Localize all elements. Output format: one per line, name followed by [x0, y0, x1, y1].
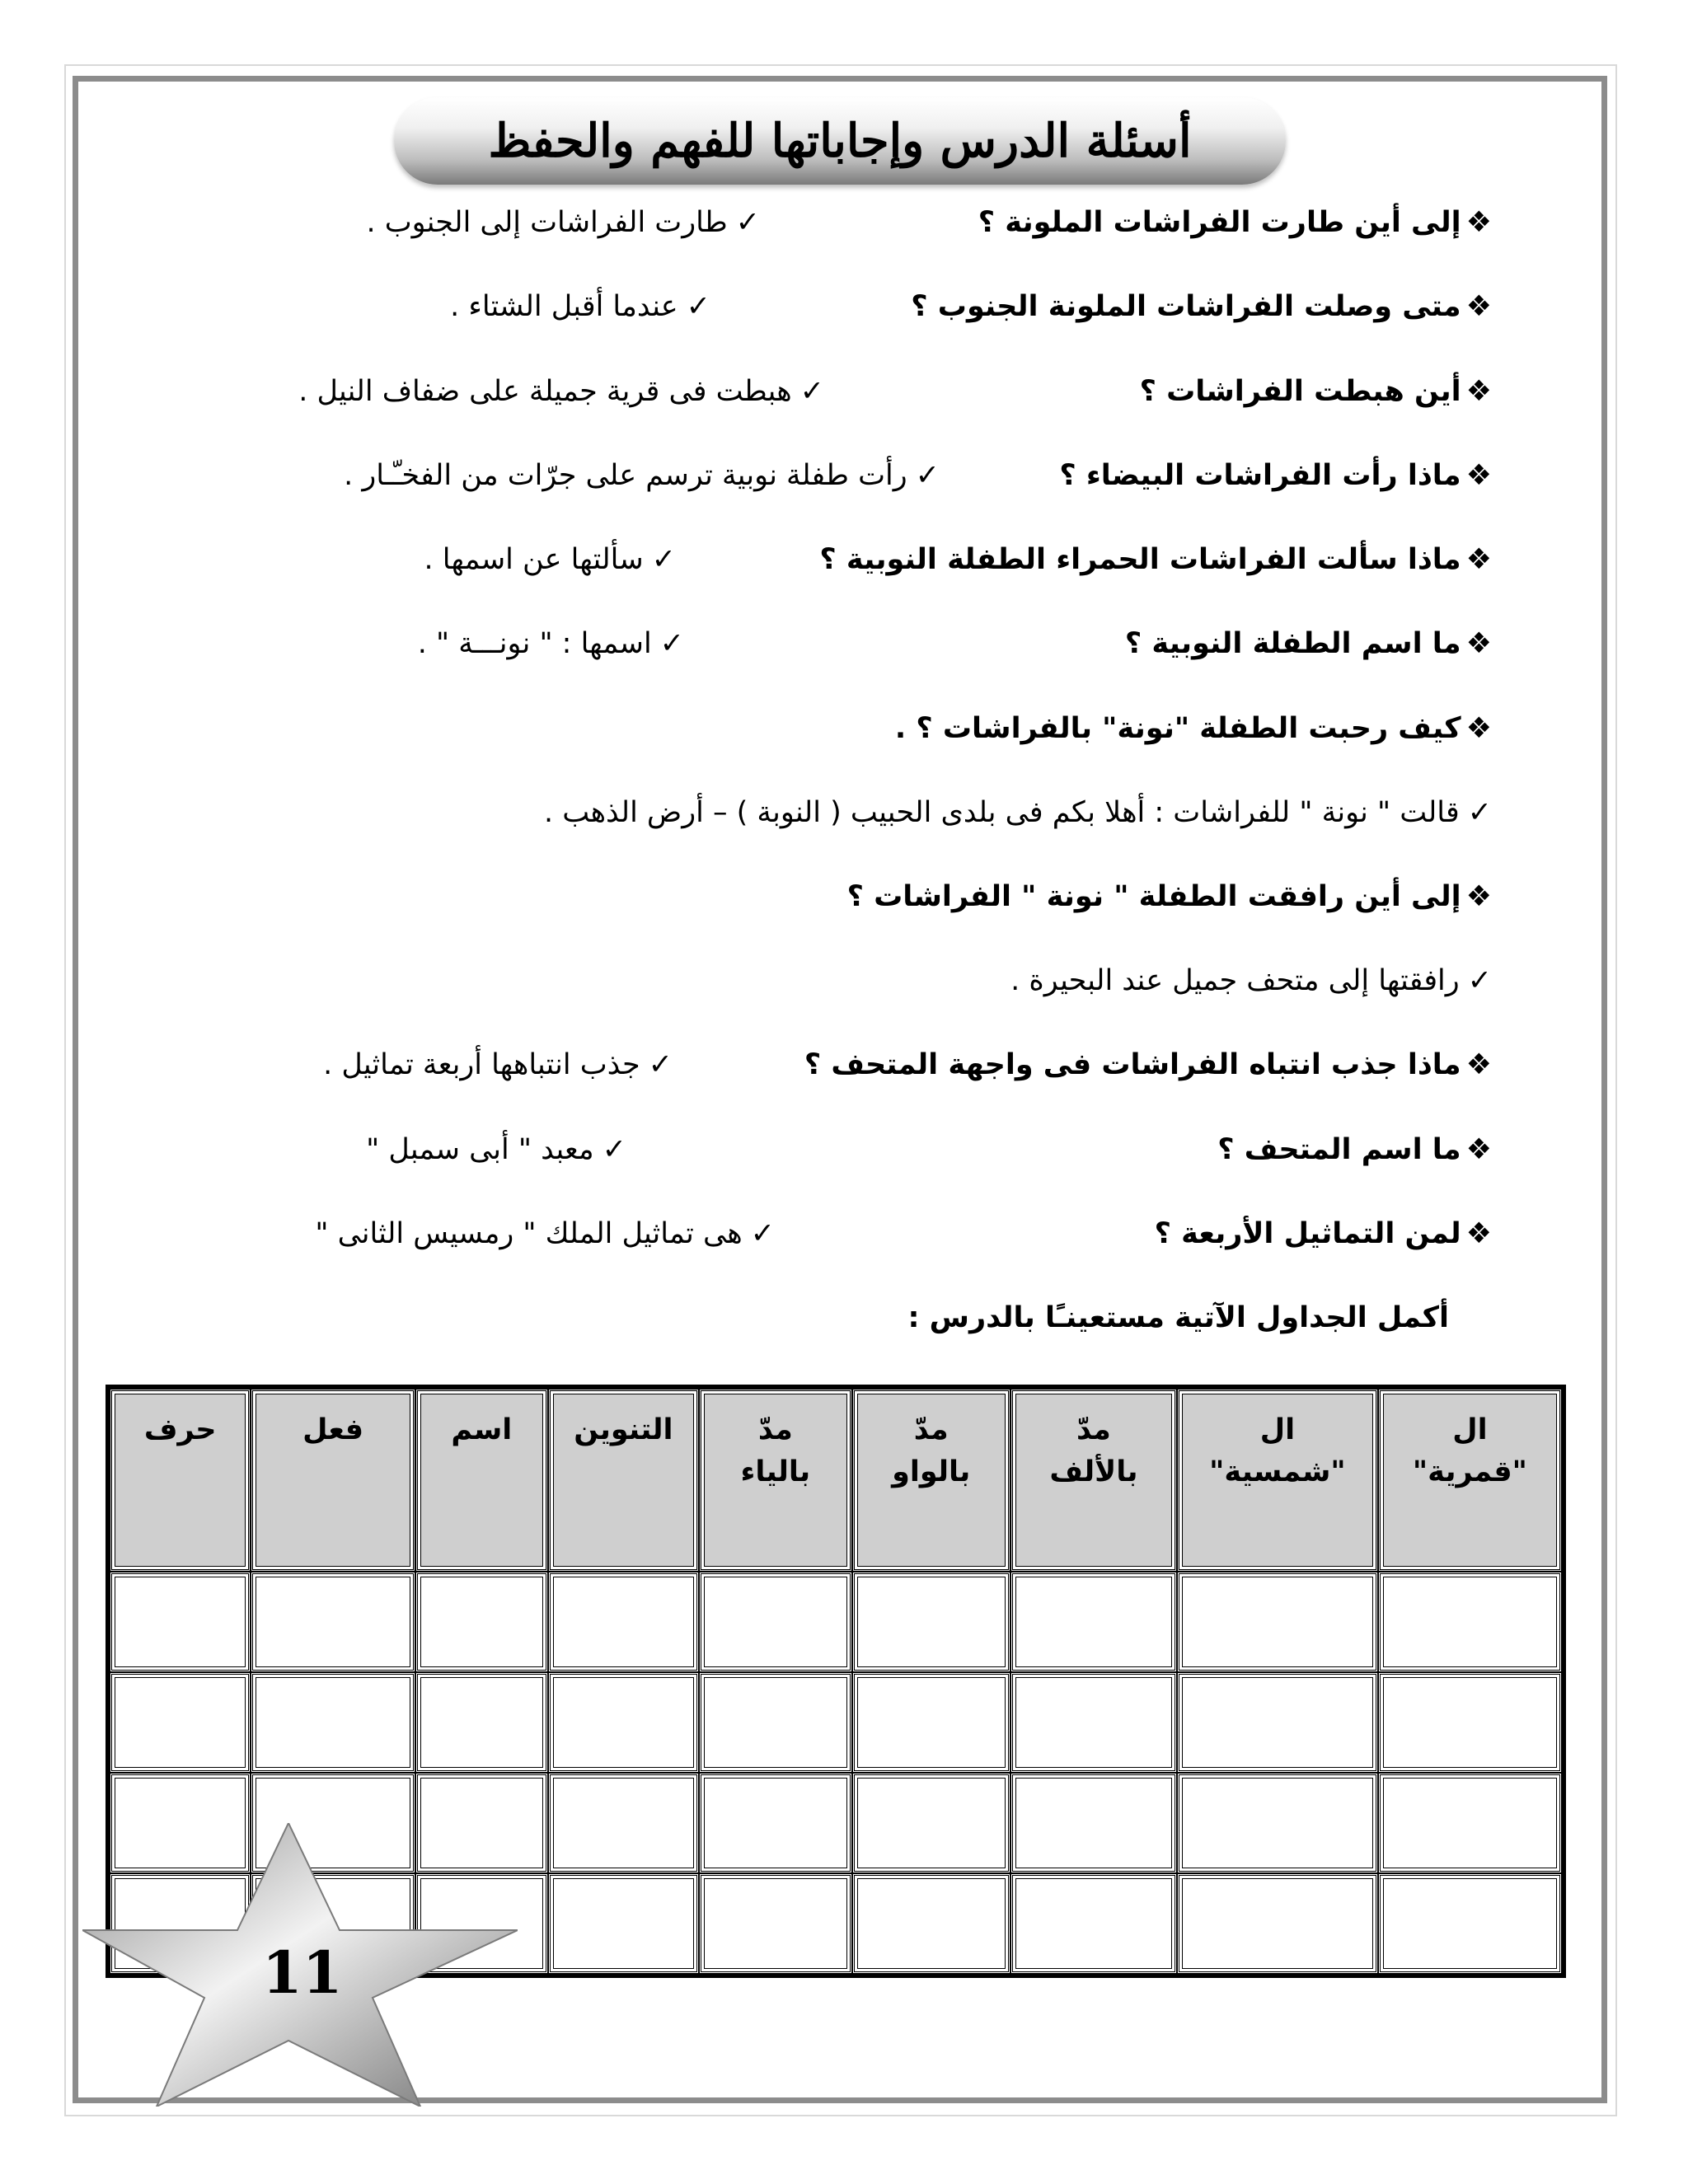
instruction: أكمل الجداول الآتية مستعينـًا بالدرس : [907, 1301, 1449, 1334]
bullet-icon: ❖ [1465, 627, 1492, 660]
question-6: ❖ما اسم الطفلة النوبية ؟ [1124, 627, 1492, 660]
question-8: ❖إلى أين رافقت الطفلة " نونة " الفراشات ؟ [846, 880, 1492, 913]
bullet-icon: ❖ [1465, 375, 1492, 408]
header-cell: مدّ بالألف [1010, 1389, 1177, 1572]
bullet-icon: ❖ [1465, 1133, 1492, 1166]
question-11: ❖لمن التماثيل الأربعة ؟ [1154, 1217, 1492, 1250]
answer-3: ✓هبطت فى قرية جميلة على ضفاف النيل . [298, 375, 824, 408]
check-icon: ✓ [659, 627, 684, 660]
header-cell: حرف [110, 1389, 251, 1572]
answer-cell[interactable] [251, 1572, 415, 1672]
question-10: ❖ما اسم المتحف ؟ [1217, 1133, 1492, 1166]
header-cell: فعل [251, 1389, 415, 1572]
answer-9: ✓جذب انتباهها أربعة تماثيل . [323, 1048, 673, 1081]
check-icon: ✓ [651, 543, 676, 576]
answer-6: ✓اسمها : " نونـــة " . [417, 627, 684, 660]
question-9: ❖ماذا جذب انتباه الفراشات فى واجهة المتحف ؟ [804, 1048, 1492, 1081]
answer-cell[interactable] [1010, 1773, 1177, 1873]
check-icon: ✓ [602, 1133, 626, 1166]
question-1: ❖إلى أين طارت الفراشات الملونة ؟ [978, 206, 1492, 239]
header-cell: مدّ بالياء [699, 1389, 852, 1572]
answer-cell[interactable] [852, 1773, 1010, 1873]
answer-1: ✓طارت الفراشات إلى الجنوب . [366, 206, 760, 239]
check-icon: ✓ [915, 459, 940, 492]
question-7: ❖كيف رحبت الطفلة "نونة" بالفراشات ؟ . [894, 712, 1492, 745]
answer-cell[interactable] [1177, 1873, 1378, 1974]
bullet-icon: ❖ [1465, 290, 1492, 323]
answer-10: ✓معبد " أبى سمبل " [366, 1133, 626, 1166]
header-cell: ال "قمرية" [1378, 1389, 1562, 1572]
answer-8: ✓رافقتها إلى متحف جميل عند البحيرة . [1010, 964, 1492, 997]
check-icon: ✓ [648, 1048, 673, 1081]
answer-cell[interactable] [699, 1672, 852, 1773]
check-icon: ✓ [735, 206, 760, 239]
check-icon: ✓ [1467, 964, 1492, 997]
header-cell: مدّ بالواو [852, 1389, 1010, 1572]
bullet-icon: ❖ [1465, 880, 1492, 913]
question-4: ❖ماذا رأت الفراشات البيضاء ؟ [1059, 459, 1492, 492]
answer-cell[interactable] [699, 1572, 852, 1672]
answer-cell[interactable] [415, 1672, 548, 1773]
answer-cell[interactable] [852, 1873, 1010, 1974]
answer-cell[interactable] [548, 1873, 699, 1974]
table-header-row [110, 1389, 1562, 1572]
answer-cell[interactable] [852, 1572, 1010, 1672]
bullet-icon: ❖ [1465, 206, 1492, 239]
answer-cell[interactable] [1177, 1773, 1378, 1873]
answer-cell[interactable] [1010, 1572, 1177, 1672]
check-icon: ✓ [799, 375, 824, 408]
question-5: ❖ماذا سألت الفراشات الحمراء الطفلة النوبية ؟ [819, 543, 1492, 576]
answer-cell[interactable] [852, 1672, 1010, 1773]
answer-cell[interactable] [1378, 1572, 1562, 1672]
answer-11: ✓هى تماثيل الملك " رمسيس الثانى " [315, 1217, 775, 1250]
check-icon: ✓ [1467, 796, 1492, 829]
answer-cell[interactable] [1010, 1873, 1177, 1974]
check-icon: ✓ [750, 1217, 775, 1250]
answer-cell[interactable] [1010, 1672, 1177, 1773]
answer-cell[interactable] [548, 1672, 699, 1773]
answer-4: ✓رأت طفلة نوبية ترسم على جرّات من الفخـّـار . [344, 459, 940, 492]
bullet-icon: ❖ [1465, 1048, 1492, 1081]
page-title: أسئلة الدرس وإجاباتها للفهم والحفظ [488, 114, 1192, 168]
page-number: 11 [262, 1938, 343, 2007]
answer-cell[interactable] [251, 1672, 415, 1773]
bullet-icon: ❖ [1465, 543, 1492, 576]
answer-cell[interactable] [548, 1773, 699, 1873]
bullet-icon: ❖ [1465, 1217, 1492, 1250]
question-3: ❖أين هبطت الفراشات ؟ [1139, 375, 1492, 408]
answer-cell[interactable] [1378, 1873, 1562, 1974]
answer-cell[interactable] [1177, 1572, 1378, 1672]
answer-cell[interactable] [1177, 1672, 1378, 1773]
table-row [110, 1572, 1562, 1672]
question-2: ❖متى وصلت الفراشات الملونة الجنوب ؟ [911, 290, 1492, 323]
answer-cell[interactable] [699, 1773, 852, 1873]
answer-cell[interactable] [1378, 1773, 1562, 1873]
answer-cell[interactable] [415, 1572, 548, 1672]
answer-cell[interactable] [110, 1572, 251, 1672]
table-row [110, 1672, 1562, 1773]
bullet-icon: ❖ [1465, 712, 1492, 745]
answer-cell[interactable] [699, 1873, 852, 1974]
answer-cell[interactable] [110, 1672, 251, 1773]
answer-2: ✓عندما أقبل الشتاء . [450, 290, 710, 323]
header-cell: التنوين [548, 1389, 699, 1572]
header-cell: اسم [415, 1389, 548, 1572]
header-cell: ال "شمسية" [1177, 1389, 1378, 1572]
bullet-icon: ❖ [1465, 459, 1492, 492]
answer-5: ✓سألتها عن اسمها . [424, 543, 676, 576]
answer-cell[interactable] [1378, 1672, 1562, 1773]
answer-cell[interactable] [548, 1572, 699, 1672]
check-icon: ✓ [686, 290, 710, 323]
answer-7: ✓قالت " نونة " للفراشات : أهلا بكم فى بلدى الحبيب ( النوبة ) – أرض الذهب . [543, 796, 1492, 829]
